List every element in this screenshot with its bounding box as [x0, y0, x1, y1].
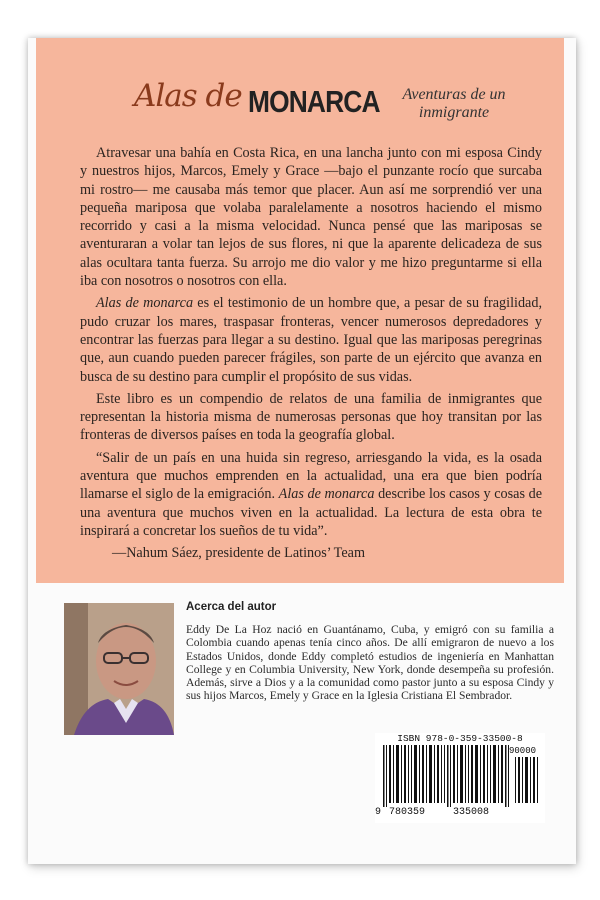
- book-back-cover: [28, 38, 576, 864]
- author-bio: Eddy De La Hoz nació en Guantánamo, Cuba, y emigró con su familia a Colombia cuando apenas tenía cinco años. De allí emigraron de nuevo a los Estados Unidos, donde Eddy completó estudios de ingeniería en Manhattan College y en Columbia University, New York, donde desempeña su profesión. Además, sirve a Dios y a la comunidad como pastor junto a su esposa Cindy y sus hijos Marcos, Emely y Grace en la Iglesia Cristiana El Sembrador.: [186, 623, 554, 703]
- blurb-paragraph-2-text: es el testimonio de un hombre que, a pesar de su fragilidad, pudo cruzar los mares, traspasar fronteras, vencer numerosos depredadores y encontrar las fuerzas para llegar a su destino. Igual que las mariposas peregrinas que, aun cuando pueden parecer frágiles, son parte de un ejército que avanza en busca de su destino para cumplir el propósito de sus vidas.: [80, 295, 542, 385]
- quote-attribution: —Nahum Sáez, presidente de Latinos’ Team: [112, 545, 365, 562]
- isbn-label: ISBN 978-0-359-33500-8: [397, 733, 523, 744]
- author-heading: Acerca del autor: [186, 601, 277, 613]
- barcode-digits-right: 335008: [453, 807, 490, 818]
- quote-text-b: describe los casos y cosas de una aventura que muchos viven en la actualidad. La lectura de esta obra te inspirará a concretar los sueños de tu vida”.: [80, 486, 542, 539]
- author-portrait-icon: [64, 603, 174, 735]
- price-code: 90000: [509, 746, 537, 756]
- barcode-digits-left: 780359: [389, 807, 426, 818]
- blurb-paragraph-3: Este libro es un compendio de relatos de una familia de inmigrantes que representan la historia misma de numerosas personas que hoy transitan por las fronteras de diversos países en toda la geografía global.: [80, 390, 542, 444]
- blurb-paragraph-1: Atravesar una bahía en Costa Rica, en una lancha junto con mi esposa Cindy y nuestros hijos, Marcos, Emely y Grace —bajo el punzante rocío que surcaba mi rostro— me causaba más temor que placer. Aun así me sorprendió ver una pequeña mariposa que volaba paralelamente a nosotros haciendo el mismo recorrido y casi a la misma velocidad. Nunca pensé que las mariposas se aventuraran a volar tan lejos de sus flores, ni que la aparente delicadeza de sus alas ocultara tanta fuerza. Su arrojo me dio valor y me hizo preguntarme si ella iba con nosotros o nosotros con ella.: [80, 145, 542, 290]
- quote-paragraph: [80, 449, 542, 540]
- blurb-text: [80, 144, 542, 567]
- quote-text-a: “Salir de un país en una huida sin regreso, arriesgando la vida, es la osada aventura que muchos emprenden en la actualidad, una era que bien podría llamarse el siglo de la emigración.: [80, 449, 542, 503]
- title-script: Alas de: [134, 78, 242, 114]
- book-title: [36, 78, 564, 138]
- barcode: [375, 733, 545, 823]
- title-bold: MONARCA: [248, 84, 380, 119]
- blurb-panel: [36, 38, 564, 583]
- author-section: [46, 593, 556, 743]
- quote-book-title-italic: Alas de monarca: [278, 486, 375, 503]
- subtitle: Aventuras de un inmigrante: [402, 86, 506, 121]
- book-title-italic: Alas de monarca: [96, 295, 194, 312]
- author-photo: [64, 603, 174, 735]
- blurb-paragraph-2: [80, 294, 542, 385]
- barcode-digit-first: 9: [375, 807, 382, 818]
